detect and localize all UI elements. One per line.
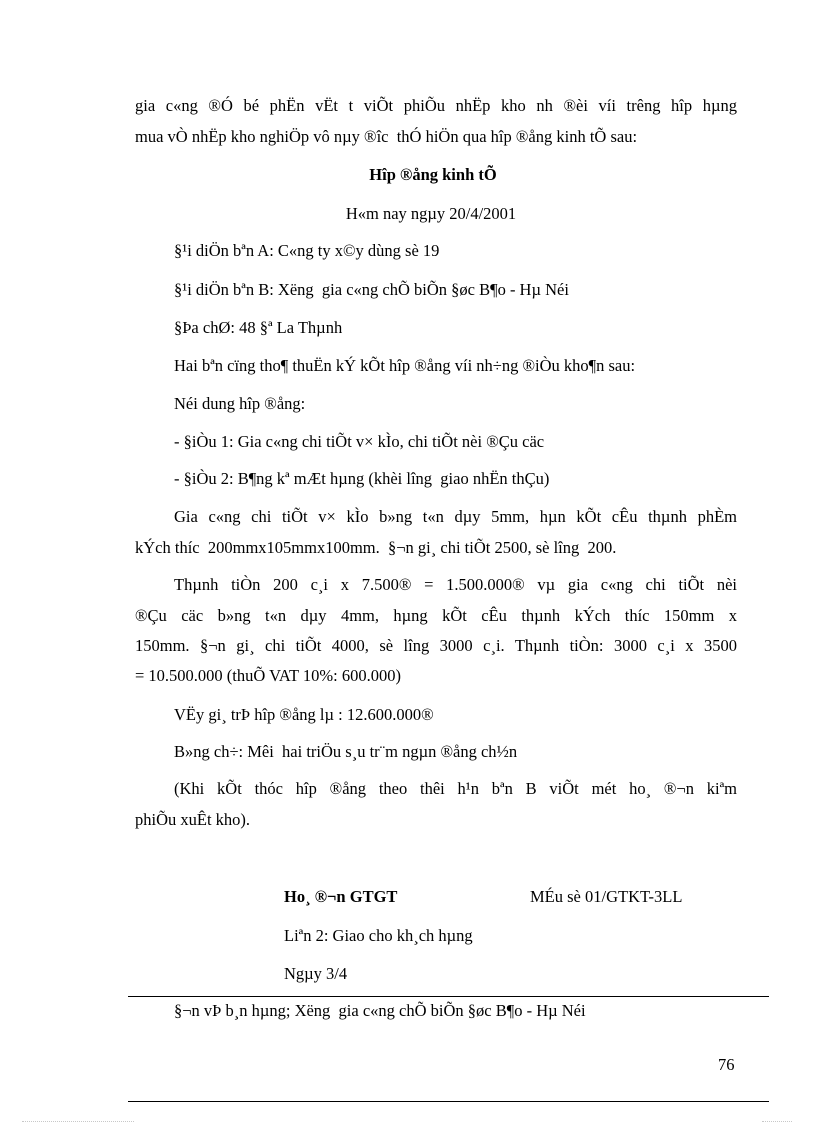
value-in-words: B»ng ch÷: Mêi hai triÖu s¸u tr¨m ngµn ®ång ch½n xyxy=(174,742,518,761)
invoice-seller: §¬n vÞ b¸n hµng; Xëng gia c«ng chÕ biÕn §øc B¶o - Hµ Néi xyxy=(174,1001,586,1020)
paragraph-4-line-1: (Khi kÕt thóc hîp ®ång theo thêi h¹n bªn B viÕt mét ho¸ ®¬n kiªm xyxy=(174,779,737,798)
party-a: §¹i diÖn bªn A: C«ng ty x©y dùng sè 19 xyxy=(174,241,440,260)
paragraph-3-line-1: Thµnh tiÒn 200 c¸i x 7.500® = 1.500.000® vµ gia c«ng chi tiÕt nèi xyxy=(174,575,737,594)
address: §Þa chØ: 48 §ª La Thµnh xyxy=(174,318,343,337)
article-1: - §iÒu 1: Gia c«ng chi tiÕt v× kÌo, chi tiÕt nèi ®Çu cäc xyxy=(174,432,545,451)
paragraph-3-line-2: ®Çu cäc b»ng t«n dµy 4mm, hµng kÕt cÊu thµnh kÝch thíc 150mm x xyxy=(135,606,737,625)
footer-dots-left xyxy=(22,1121,134,1122)
agreement: Hai bªn cïng tho¶ thuËn kÝ kÕt hîp ®ång víi nh÷ng ®iÒu kho¶n sau: xyxy=(174,356,636,375)
paragraph-1-line-2: mua vÒ nhËp kho nghiÖp vô nµy ®îc thÓ hiÖn qua hîp ®ång kinh tÕ sau: xyxy=(135,127,638,146)
footer-rule xyxy=(128,1101,769,1102)
paragraph-3-line-3: 150mm. §¬n gi¸ chi tiÕt 4000, sè lîng 3000 c¸i. Thµnh tiÒn: 3000 c¸i x 3500 xyxy=(135,636,737,655)
invoice-date: Ngµy 3/4 xyxy=(284,964,348,983)
contract-title: Hîp ®ång kinh tÕ xyxy=(369,165,497,184)
contract-date: H«m nay ngµy 20/4/2001 xyxy=(345,204,517,223)
invoice-copy-line: Liªn 2: Giao cho kh¸ch hµng xyxy=(284,926,473,945)
invoice-divider xyxy=(128,996,769,997)
contract-value: VËy gi¸ trÞ hîp ®ång lµ : 12.600.000® xyxy=(174,705,434,724)
paragraph-3-line-4: = 10.500.000 (thuÕ VAT 10%: 600.000) xyxy=(135,666,401,685)
invoice-title: Ho¸ ®¬n GTGT xyxy=(284,887,398,906)
paragraph-2-line-1: Gia c«ng chi tiÕt v× kÌo b»ng t«n dµy 5mm, hµn kÕt cÊu thµnh phÈm xyxy=(174,507,737,526)
party-b: §¹i diÖn bªn B: Xëng gia c«ng chÕ biÕn §øc B¶o - Hµ Néi xyxy=(174,280,569,299)
page-number: 76 xyxy=(718,1055,735,1074)
article-2: - §iÒu 2: B¶ng kª mÆt hµng (khèi lîng giao nhËn thÇu) xyxy=(174,469,550,488)
footer-dots-right xyxy=(762,1121,792,1122)
paragraph-1-line-1: gia c«ng ®Ó bé phËn vËt t viÕt phiÕu nhËp kho nh ®èi víi trêng hîp hµng xyxy=(135,96,737,115)
paragraph-4-line-2: phiÕu xuÊt kho). xyxy=(135,810,251,829)
invoice-form-number: MÉu sè 01/GTKT-3LL xyxy=(530,887,683,906)
paragraph-2-line-2: kÝch thíc 200mmx105mmx100mm. §¬n gi¸ chi tiÕt 2500, sè lîng 200. xyxy=(135,538,617,557)
content-label: Néi dung hîp ®ång: xyxy=(174,394,306,413)
